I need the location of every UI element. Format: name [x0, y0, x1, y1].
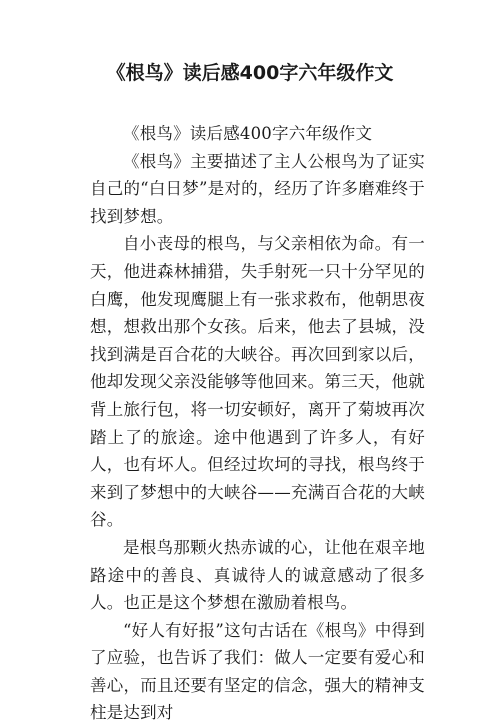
paragraph-summary: 《根鸟》主要描述了主人公根鸟为了证实自己的“白日梦”是对的，经历了许多磨难终于找到梦想。 — [90, 151, 425, 226]
paragraph-story: 自小丧母的根鸟，与父亲相依为命。有一天，他进森林捕猎，失手射死一只十分罕见的白鹰，他发现鹰腿上有一张求救布，他朝思夜想，想救出那个女孩。后来，他去了县城，没找到满是百合花的大峡谷。再次回到家以后，他却发现父亲没能够等他回来。第三天，他就背上旅行包，将一切安顿好，离开了菊坡再次踏上了的旅途。途中他遇到了许多人，有好人，也有坏人。但经过坎坷的寻找，根鸟终于来到了梦想中的大峡谷——充满百合花的大峡谷。 — [90, 234, 425, 530]
paragraph-lesson: “好人有好报”这句古话在《根鸟》中得到了应验，也告诉了我们：做人一定要有爱心和善心，而且还要有坚定的信念，强大的精神支柱是达到对 — [90, 620, 425, 723]
document-title: 《根鸟》读后感400字六年级作文 — [106, 62, 394, 84]
document-body — [90, 120, 425, 727]
paragraph-subtitle: 《根鸟》读后感400字六年级作文 — [123, 124, 373, 143]
paragraph-reflection: 是根鸟那颗火热赤诚的心，让他在艰辛地路途中的善良、真诚待人的诚意感动了很多人。也正是这个梦想在激励着根鸟。 — [90, 537, 425, 613]
